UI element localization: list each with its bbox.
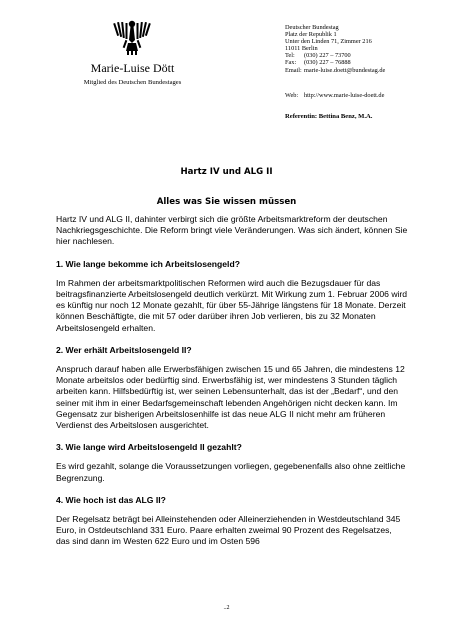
- phone-label: Tel:: [285, 52, 295, 60]
- web-label: Web:: [285, 92, 299, 99]
- website-link[interactable]: http://www.marie-luise-doett.de: [304, 92, 385, 99]
- phone-number: (030) 227 – 73700: [304, 52, 351, 60]
- fax-label: Fax:: [285, 59, 297, 67]
- intro-paragraph: Hartz IV und ALG II, dahinter verbirgt sich die größte Arbeitsmarktreform der deutschen Nachkriegsgeschichte. Die Reform bringt viele Veränderungen. Was sich ändert, können Sie hier nachlesen.: [56, 214, 408, 247]
- referentin: Referentin: Bettina Benz, M.A.: [285, 113, 373, 120]
- mp-name: Marie-Luise Dött: [90, 61, 175, 75]
- section-heading-2: 2. Wer erhält Arbeitslosengeld II?: [56, 344, 192, 355]
- document-body: [56, 214, 408, 548]
- address-line: Platz der Republik 1: [285, 31, 337, 39]
- web-row: [285, 92, 384, 99]
- address-line: 11011 Berlin: [285, 45, 318, 53]
- email-row: [285, 67, 385, 74]
- fax-number: (030) 227 – 76888: [304, 59, 351, 67]
- email-label: Email:: [285, 66, 302, 74]
- section-heading-3: 3. Wie lange wird Arbeitslosengeld II gezahlt?: [56, 442, 242, 453]
- mp-role: Mitglied des Deutschen Bundestages: [83, 79, 182, 86]
- email-address[interactable]: marie-luise.doett@bundestag.de: [304, 66, 386, 74]
- section-text-4: Der Regelsatz beträgt bei Alleinstehenden oder Alleinerziehenden in Westdeutschland 345 Euro, in Ostdeutschland 331 Euro. Paare erhalten zweimal 90 Prozent des Regelsatzes, das sind dann im Westen 622 Euro und im Osten 596: [56, 514, 401, 547]
- section-heading-1: 1. Wie lange bekomme ich Arbeitslosengeld?: [56, 258, 240, 269]
- section-text-2: Anspruch darauf haben alle Erwerbsfähigen zwischen 15 und 65 Jahren, die mindestens 12 Monate arbeitslos oder bedürftig sind. Erwerbsfähig ist, wer mindestens 3 Stunden täglich arbeiten kann. Hilfsbedürftig ist, wer seinen Lebensunterhalt, das ist der „Bedarf“, und den seiner mit ihm in einer Bedarfsgemeinschaft lebenden Angehörigen nicht decken kann. Im Gegensatz zur bisherigen Arbeitslosenhilfe ist das neue ALG II nicht mehr am früheren Verdienst des Arbeitslosen ausgerichtet.: [56, 364, 405, 431]
- address-block: [285, 24, 385, 74]
- section-heading-4: 4. Wie hoch ist das ALG II?: [56, 494, 166, 505]
- document-subtitle: Alles was Sie wissen müssen: [156, 197, 297, 207]
- federal-eagle-logo: [112, 18, 152, 56]
- page-number: ..2: [223, 605, 230, 611]
- address-line: Deutscher Bundestag: [285, 24, 339, 31]
- section-text-1: Im Rahmen der arbeitsmarktpolitischen Reformen wird auch die Bezugsdauer für das beitragsfinanzierte Arbeitslosengeld deutlich verkürzt. Mit Wirkung zum 1. Februar 2006 wird es künftig nur noch 12 Monate gezahlt, für über 55-Jährige längstens für 18 Monate. Derzeit können Beschäftigte, die mit 57 oder darüber ihren Job verlieren, bis zu 32 Monaten Arbeitslosengeld erhalten.: [56, 277, 408, 333]
- phone-row: [285, 52, 385, 59]
- address-line: Unter den Linden 71, Zimmer 216: [285, 38, 372, 46]
- fax-row: [285, 59, 385, 66]
- document-title: Hartz IV und ALG II: [180, 167, 273, 177]
- section-text-3: Es wird gezahlt, solange die Voraussetzungen vorliegen, gegebenenfalls also ohne zeitliche Begrenzung.: [56, 461, 406, 483]
